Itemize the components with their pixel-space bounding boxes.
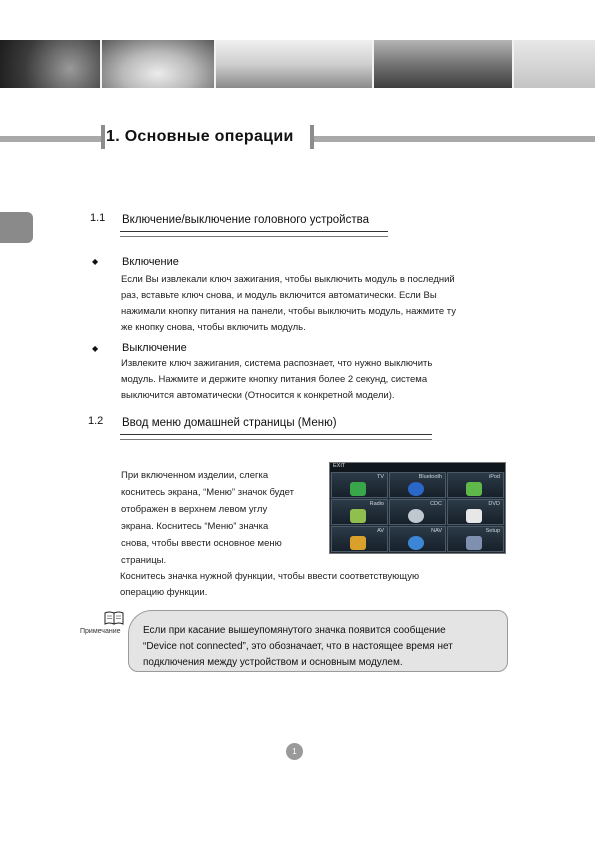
text-line: же кнопку снова, чтобы включить модуль. bbox=[121, 322, 306, 333]
exit-label: EXIT bbox=[333, 463, 346, 469]
text-line: Если при касание вышеупомянутого значка появится сообщение bbox=[143, 625, 446, 636]
section-title: Ввод меню домашней страницы (Меню) bbox=[122, 417, 337, 429]
section-underline bbox=[120, 231, 388, 232]
tile-label: NAV bbox=[431, 528, 442, 534]
power-off-heading: Выключение bbox=[122, 342, 187, 354]
power-on-heading: Включение bbox=[122, 256, 179, 268]
tile-label: DVD bbox=[488, 501, 500, 507]
bullet-diamond-icon: ◆ bbox=[92, 257, 99, 266]
menu-intro-paragraph bbox=[121, 467, 314, 569]
chapter-title: 1. Основные операции bbox=[106, 128, 294, 145]
menu-tile-dvd bbox=[447, 499, 504, 525]
menu-top-bar bbox=[330, 463, 505, 472]
text-line: снова, чтобы ввести основное меню bbox=[121, 538, 282, 549]
note-label: Примечание bbox=[80, 628, 121, 635]
text-line: подключения между устройством и основным модулем. bbox=[143, 657, 403, 668]
chapter-title-bar bbox=[0, 125, 595, 149]
text-line: Коснитесь значка нужной функции, чтобы ввести соответствующую bbox=[120, 571, 420, 582]
text-line: отображен в верхнем левом углу bbox=[121, 504, 268, 515]
text-line: раз, вставьте ключ снова, и модуль включится автоматически. Если Вы bbox=[121, 290, 437, 301]
ipod-icon bbox=[466, 482, 482, 496]
bullet-diamond-icon: ◆ bbox=[92, 344, 99, 353]
tile-label: Setup bbox=[485, 528, 500, 534]
bluetooth-icon bbox=[408, 482, 424, 496]
text-line: модуль. Нажмите и держите кнопку питания более 2 секунд, система bbox=[121, 374, 428, 385]
text-line: Извлеките ключ зажигания, система распознает, что нужно выключить bbox=[121, 358, 433, 369]
menu-tile-ipod bbox=[447, 472, 504, 498]
text-line: экрана. Коснитесь “Меню” значка bbox=[121, 521, 269, 532]
note-text bbox=[143, 623, 495, 671]
banner-headunit-photo bbox=[374, 40, 512, 88]
main-menu-screenshot bbox=[329, 462, 506, 554]
av-cables-icon bbox=[350, 536, 366, 550]
banner-bracket-photo bbox=[514, 40, 595, 88]
text-line: страницы. bbox=[121, 555, 167, 566]
banner-steering-photo bbox=[0, 40, 100, 88]
menu-outro-paragraph bbox=[120, 569, 480, 601]
menu-tile-setup bbox=[447, 526, 504, 552]
tv-icon bbox=[350, 482, 366, 496]
banner-shifter-photo bbox=[102, 40, 214, 88]
text-line: нажимали кнопку питания на панели, чтобы выключить модуль, нажмите ту bbox=[121, 306, 456, 317]
tile-label: iPod bbox=[488, 474, 500, 480]
radio-icon bbox=[350, 509, 366, 523]
tile-label: TV bbox=[376, 474, 384, 480]
tile-label: AV bbox=[377, 528, 384, 534]
banner-dashboard-photo bbox=[216, 40, 372, 88]
section-title: Включение/выключение головного устройства bbox=[122, 214, 369, 226]
menu-tile-tv bbox=[331, 472, 388, 498]
nav-globe-icon bbox=[408, 536, 424, 550]
power-on-paragraph bbox=[121, 272, 496, 336]
text-line: Если Вы извлекали ключ зажигания, чтобы выключить модуль в последний bbox=[121, 274, 455, 285]
page-number: 1 bbox=[286, 743, 303, 760]
section-underline-short bbox=[120, 236, 388, 237]
dvd-icon bbox=[466, 509, 482, 523]
side-chapter-tab bbox=[0, 212, 33, 243]
text-line: коснитесь экрана, “Меню” значок будет bbox=[121, 487, 294, 498]
section-number: 1.2 bbox=[88, 415, 104, 427]
section-underline-short bbox=[120, 439, 432, 440]
cdc-icon bbox=[408, 509, 424, 523]
book-icon bbox=[104, 611, 124, 625]
setup-icon bbox=[466, 536, 482, 550]
menu-tile-av bbox=[331, 526, 388, 552]
text-line: “Device not connected”, это обозначает, что в настоящее время нет bbox=[143, 641, 453, 652]
tile-label: Bluetooth bbox=[418, 474, 442, 480]
text-line: выключится автоматически (Относится к конкретной модели). bbox=[121, 390, 395, 401]
menu-tile-radio bbox=[331, 499, 388, 525]
menu-tile-nav bbox=[389, 526, 446, 552]
text-line: операцию функции. bbox=[120, 587, 208, 598]
section-underline bbox=[120, 434, 432, 435]
menu-tile-cdc bbox=[389, 499, 446, 525]
header-photo-banner bbox=[0, 40, 595, 88]
tile-label: CDC bbox=[430, 501, 442, 507]
text-line: При включенном изделии, слегка bbox=[121, 470, 269, 481]
menu-tile-bluetooth bbox=[389, 472, 446, 498]
section-number: 1.1 bbox=[90, 212, 106, 224]
power-off-paragraph bbox=[121, 356, 496, 404]
tile-label: Radio bbox=[369, 501, 384, 507]
